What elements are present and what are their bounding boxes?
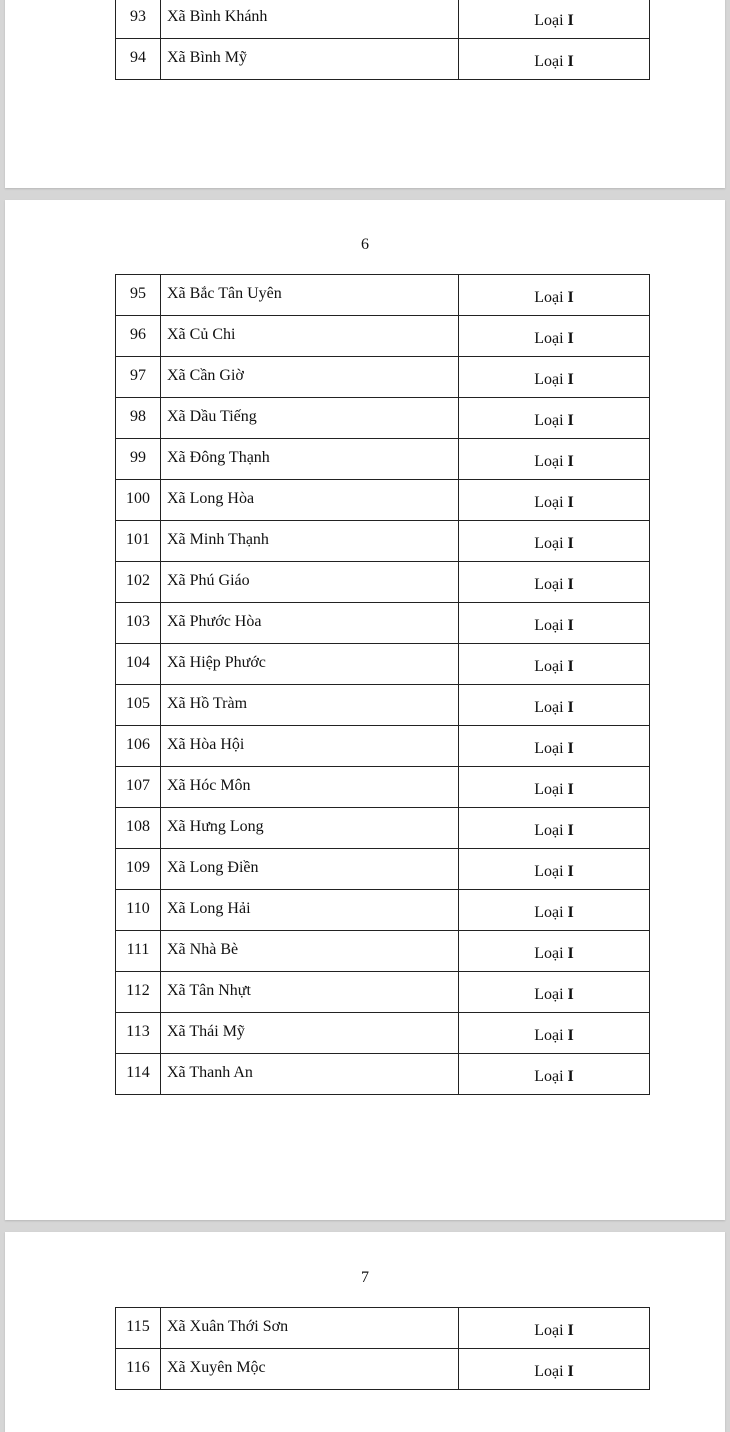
- commune-table: [115, 1307, 650, 1390]
- commune-name: Xã Củ Chi: [161, 316, 459, 357]
- row-number: 102: [116, 562, 161, 603]
- row-number: 114: [116, 1054, 161, 1095]
- commune-name: Xã Tân Nhựt: [161, 972, 459, 1013]
- type-value: I: [567, 289, 574, 306]
- commune-type: [459, 1054, 650, 1095]
- commune-name: Xã Long Hòa: [161, 480, 459, 521]
- row-number: 108: [116, 808, 161, 849]
- table-row: [116, 685, 650, 726]
- type-value: I: [567, 371, 574, 388]
- row-number: 100: [116, 480, 161, 521]
- commune-type: [459, 849, 650, 890]
- table-row: [116, 644, 650, 685]
- commune-type: [459, 39, 650, 80]
- commune-name: Xã Bình Mỹ: [161, 39, 459, 80]
- type-value: I: [567, 1322, 574, 1339]
- table-row: [116, 480, 650, 521]
- table-row: [116, 562, 650, 603]
- commune-type: [459, 931, 650, 972]
- commune-type: [459, 439, 650, 480]
- table-row: [116, 808, 650, 849]
- table-row: [116, 767, 650, 808]
- commune-name: Xã Đông Thạnh: [161, 439, 459, 480]
- table-row: [116, 1013, 650, 1054]
- row-number: 104: [116, 644, 161, 685]
- type-value: I: [567, 617, 574, 634]
- table-row: [116, 275, 650, 316]
- commune-name: Xã Hóc Môn: [161, 767, 459, 808]
- table-row: [116, 931, 650, 972]
- table-row: [116, 726, 650, 767]
- commune-type: [459, 562, 650, 603]
- table-row: [116, 0, 650, 39]
- type-label: Loại: [534, 53, 564, 70]
- type-label: Loại: [534, 535, 564, 552]
- type-label: Loại: [534, 1363, 564, 1380]
- type-value: I: [567, 330, 574, 347]
- row-number: 106: [116, 726, 161, 767]
- commune-name: Xã Hưng Long: [161, 808, 459, 849]
- commune-name: Xã Phú Giáo: [161, 562, 459, 603]
- row-number: 97: [116, 357, 161, 398]
- type-label: Loại: [534, 412, 564, 429]
- row-number: 99: [116, 439, 161, 480]
- row-number: 93: [116, 0, 161, 39]
- commune-type: [459, 357, 650, 398]
- commune-type: [459, 521, 650, 562]
- type-value: I: [567, 453, 574, 470]
- type-label: Loại: [534, 494, 564, 511]
- table-row: [116, 1349, 650, 1390]
- commune-name: Xã Bình Khánh: [161, 0, 459, 39]
- commune-name: Xã Minh Thạnh: [161, 521, 459, 562]
- commune-name: Xã Phước Hòa: [161, 603, 459, 644]
- table-row: [116, 890, 650, 931]
- commune-name: Xã Xuyên Mộc: [161, 1349, 459, 1390]
- row-number: 116: [116, 1349, 161, 1390]
- commune-name: Xã Cần Giờ: [161, 357, 459, 398]
- type-label: Loại: [534, 863, 564, 880]
- type-label: Loại: [534, 822, 564, 839]
- row-number: 112: [116, 972, 161, 1013]
- type-label: Loại: [534, 12, 564, 29]
- document-page-6: [5, 200, 725, 1220]
- type-value: I: [567, 53, 574, 70]
- type-value: I: [567, 740, 574, 757]
- document-page-7: [5, 1232, 725, 1432]
- commune-type: [459, 0, 650, 39]
- commune-type: [459, 890, 650, 931]
- row-number: 113: [116, 1013, 161, 1054]
- type-value: I: [567, 781, 574, 798]
- table-row: [116, 357, 650, 398]
- commune-name: Xã Thái Mỹ: [161, 1013, 459, 1054]
- type-value: I: [567, 535, 574, 552]
- page-number: 6: [361, 236, 369, 253]
- commune-name: Xã Dầu Tiếng: [161, 398, 459, 439]
- table-row: [116, 316, 650, 357]
- commune-type: [459, 1308, 650, 1349]
- type-label: Loại: [534, 289, 564, 306]
- row-number: 109: [116, 849, 161, 890]
- type-value: I: [567, 1363, 574, 1380]
- commune-type: [459, 972, 650, 1013]
- commune-name: Xã Hòa Hội: [161, 726, 459, 767]
- type-label: Loại: [534, 371, 564, 388]
- type-label: Loại: [534, 576, 564, 593]
- commune-type: [459, 1013, 650, 1054]
- type-value: I: [567, 576, 574, 593]
- type-label: Loại: [534, 986, 564, 1003]
- type-value: I: [567, 1068, 574, 1085]
- table-row: [116, 1308, 650, 1349]
- type-label: Loại: [534, 453, 564, 470]
- table-row: [116, 972, 650, 1013]
- type-label: Loại: [534, 945, 564, 962]
- row-number: 111: [116, 931, 161, 972]
- type-value: I: [567, 494, 574, 511]
- type-value: I: [567, 904, 574, 921]
- type-value: I: [567, 945, 574, 962]
- table-row: [116, 398, 650, 439]
- commune-name: Xã Nhà Bè: [161, 931, 459, 972]
- type-value: I: [567, 986, 574, 1003]
- commune-name: Xã Hồ Tràm: [161, 685, 459, 726]
- type-value: I: [567, 822, 574, 839]
- table-row: [116, 849, 650, 890]
- commune-table: [115, 274, 650, 1095]
- type-label: Loại: [534, 904, 564, 921]
- row-number: 103: [116, 603, 161, 644]
- type-value: I: [567, 863, 574, 880]
- table-row: [116, 1054, 650, 1095]
- commune-type: [459, 808, 650, 849]
- commune-name: Xã Thanh An: [161, 1054, 459, 1095]
- commune-type: [459, 275, 650, 316]
- commune-name: Xã Hiệp Phước: [161, 644, 459, 685]
- type-value: I: [567, 1027, 574, 1044]
- commune-type: [459, 685, 650, 726]
- commune-type: [459, 316, 650, 357]
- table-row: [116, 39, 650, 80]
- type-label: Loại: [534, 617, 564, 634]
- row-number: 98: [116, 398, 161, 439]
- row-number: 95: [116, 275, 161, 316]
- document-page-5: [5, 0, 725, 188]
- row-number: 94: [116, 39, 161, 80]
- table-row: [116, 521, 650, 562]
- commune-type: [459, 398, 650, 439]
- commune-name: Xã Long Hải: [161, 890, 459, 931]
- type-label: Loại: [534, 330, 564, 347]
- commune-table: [115, 0, 650, 80]
- type-value: I: [567, 12, 574, 29]
- type-label: Loại: [534, 740, 564, 757]
- type-label: Loại: [534, 1027, 564, 1044]
- row-number: 105: [116, 685, 161, 726]
- commune-type: [459, 1349, 650, 1390]
- type-value: I: [567, 699, 574, 716]
- commune-type: [459, 767, 650, 808]
- commune-name: Xã Xuân Thới Sơn: [161, 1308, 459, 1349]
- table-row: [116, 439, 650, 480]
- row-number: 96: [116, 316, 161, 357]
- row-number: 101: [116, 521, 161, 562]
- row-number: 115: [116, 1308, 161, 1349]
- page-number: 7: [361, 1269, 369, 1286]
- commune-type: [459, 726, 650, 767]
- commune-type: [459, 644, 650, 685]
- type-value: I: [567, 412, 574, 429]
- type-label: Loại: [534, 658, 564, 675]
- type-label: Loại: [534, 1322, 564, 1339]
- type-label: Loại: [534, 699, 564, 716]
- row-number: 107: [116, 767, 161, 808]
- commune-type: [459, 480, 650, 521]
- type-label: Loại: [534, 781, 564, 798]
- commune-name: Xã Bắc Tân Uyên: [161, 275, 459, 316]
- table-row: [116, 603, 650, 644]
- commune-name: Xã Long Điền: [161, 849, 459, 890]
- commune-type: [459, 603, 650, 644]
- row-number: 110: [116, 890, 161, 931]
- type-value: I: [567, 658, 574, 675]
- type-label: Loại: [534, 1068, 564, 1085]
